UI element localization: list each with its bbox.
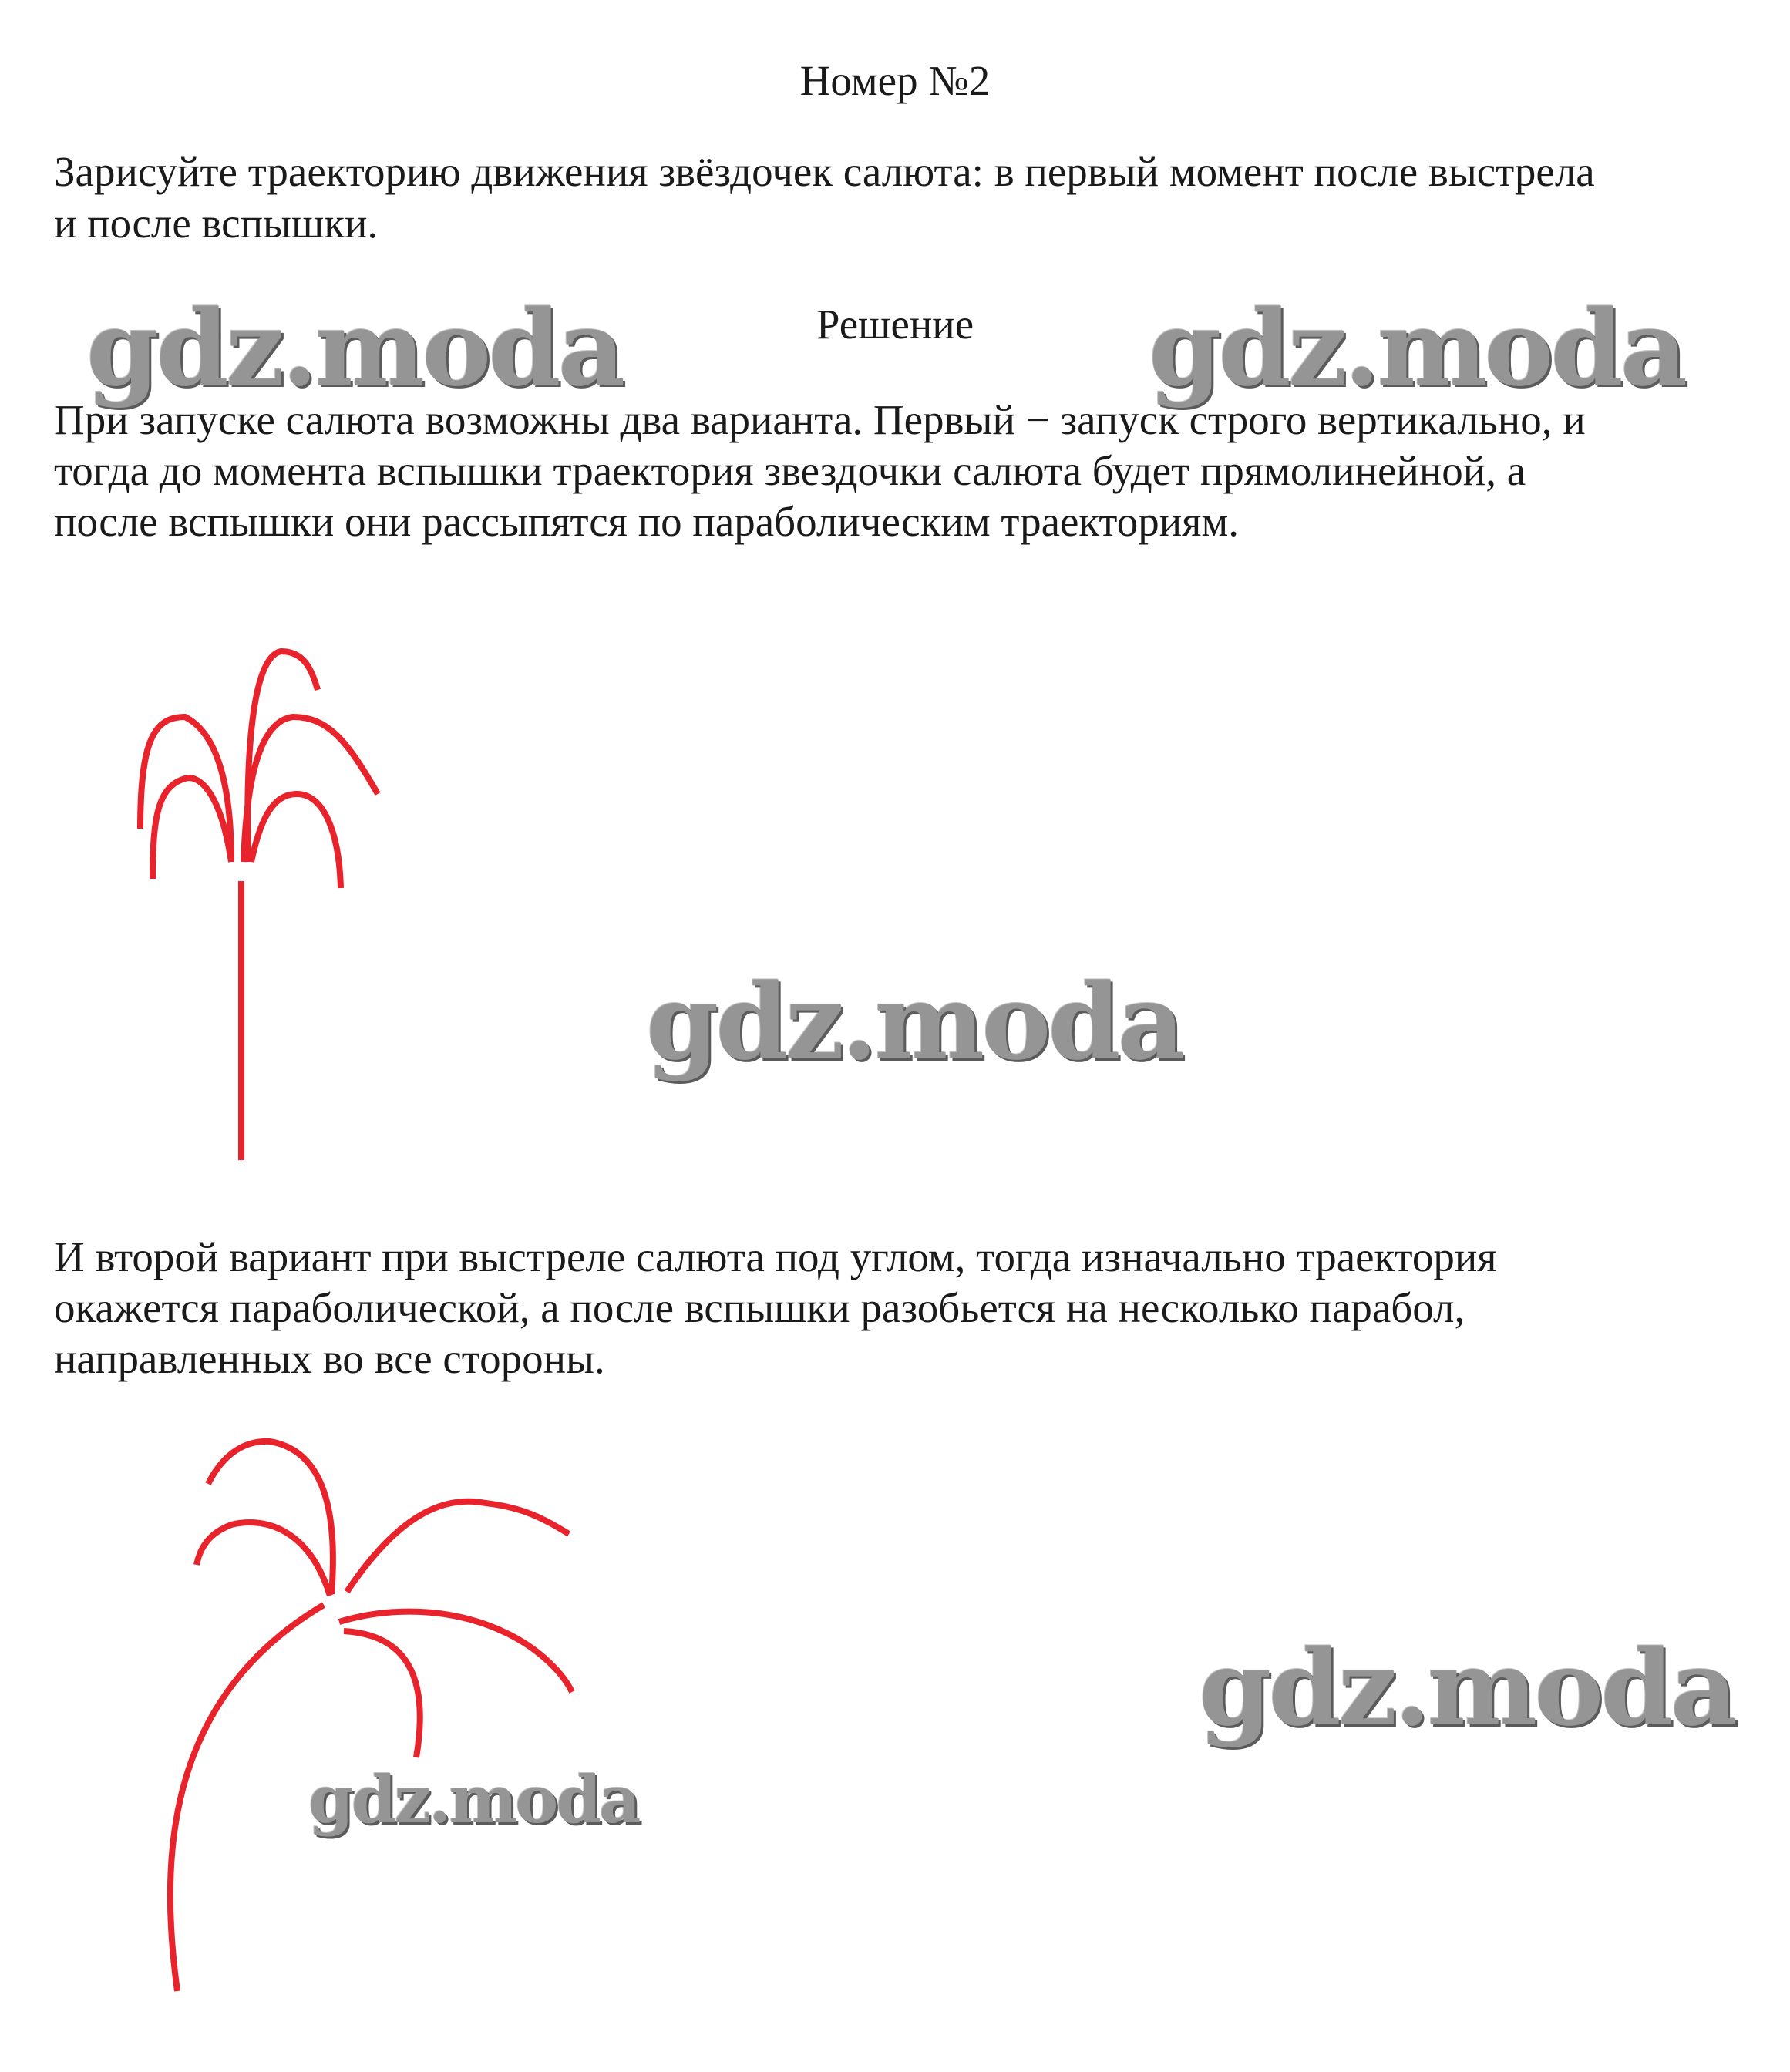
vertical-launch-figure (0, 632, 463, 1172)
page-title: Номер №2 (799, 57, 991, 104)
watermark: gdz.moda (646, 960, 1183, 1083)
burst-arc (344, 1631, 420, 1758)
launch-trajectory (170, 1605, 324, 1991)
paragraph-line: тогда до момента вспышки траектория звездочки салюта будет прямолинейной, а (54, 447, 1526, 494)
burst-arc (339, 1612, 572, 1692)
watermark: gdz.moda (1199, 1626, 1735, 1749)
burst-arc (153, 778, 231, 879)
burst-arc (244, 717, 378, 862)
angled-launch-figure (0, 1418, 617, 2035)
watermark: gdz.moda (308, 1761, 639, 1838)
paragraph-line: окажется параболической, а после вспышки разобьется на несколько парабол, (54, 1284, 1465, 1331)
task-line: и после вспышки. (54, 200, 379, 247)
paragraph-line: после вспышки они рассыпятся по параболическим траекториям. (54, 498, 1239, 545)
solution-heading: Решение (816, 301, 974, 348)
burst-arc (347, 1502, 569, 1592)
paragraph-line: И второй вариант при выстреле салюта под углом, тогда изначально траектория (54, 1233, 1497, 1280)
watermark: gdz.moda (86, 287, 623, 409)
paragraph-line: При запуске салюта возможны два варианта. Первый − запуск строго вертикально, и (54, 396, 1586, 443)
burst-arc (197, 1522, 330, 1596)
burst-arc (208, 1441, 333, 1594)
watermark: gdz.moda (1149, 287, 1685, 409)
paragraph-line: направленных во все стороны. (54, 1335, 605, 1382)
task-line: Зарисуйте траекторию движения звёздочек салюта: в первый момент после выстрела (54, 148, 1595, 195)
burst-arc (251, 794, 341, 888)
